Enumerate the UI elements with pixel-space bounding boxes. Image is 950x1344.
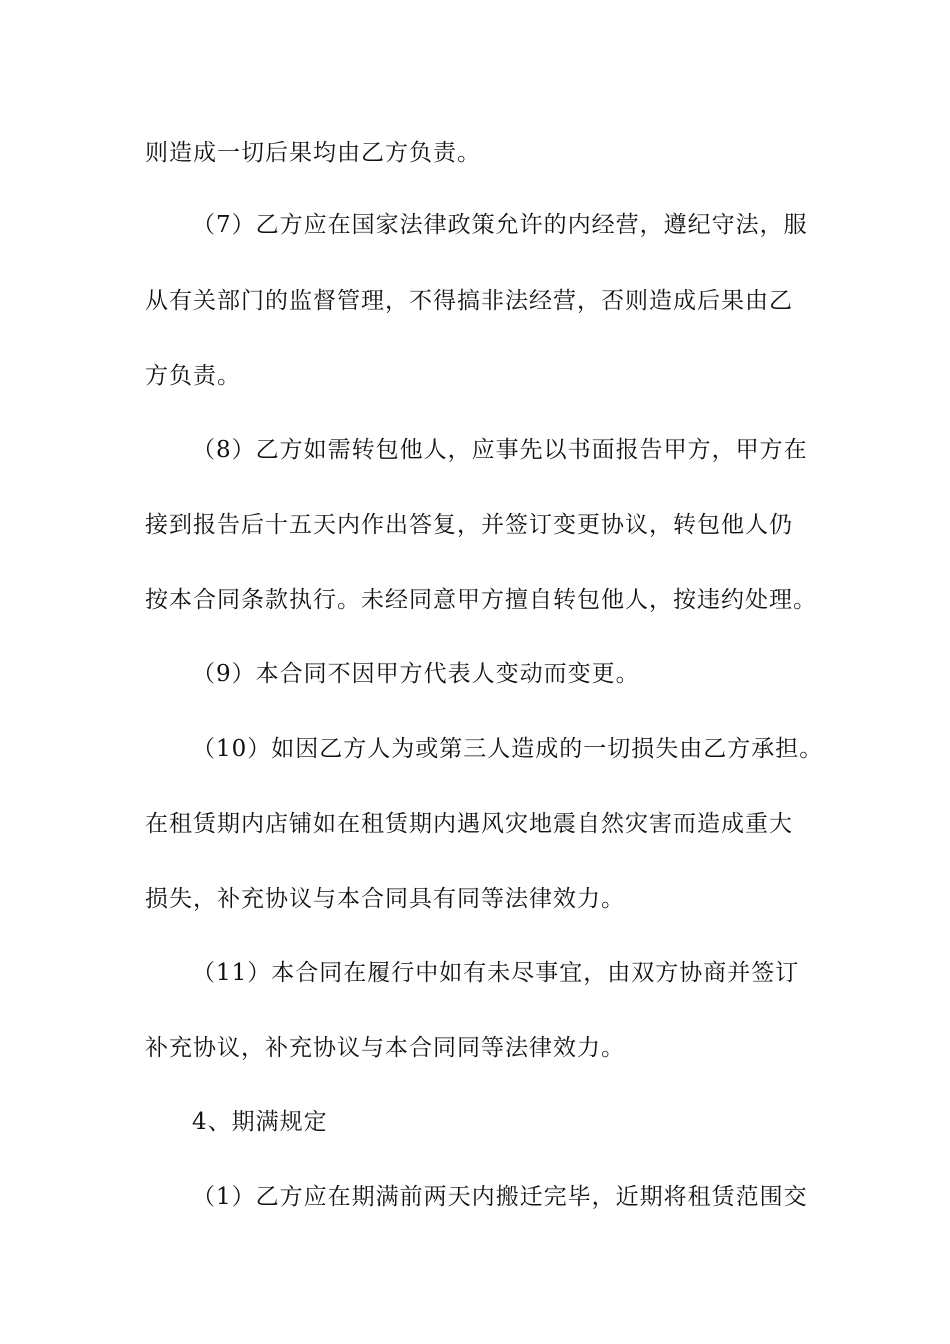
text-line: 方负责。 xyxy=(145,363,241,389)
text-line: （8）乙方如需转包他人，应事先以书面报告甲方，甲方在 xyxy=(192,437,808,463)
section-heading: 4、期满规定 xyxy=(192,1109,328,1135)
text-line: 接到报告后十五天内作出答复，并签订变更协议，转包他人仍 xyxy=(145,512,793,538)
text-line: 补充协议，补充协议与本合同同等法律效力。 xyxy=(145,1035,625,1061)
text-line: 按本合同条款执行。未经同意甲方擅自转包他人，按违约处理。 xyxy=(145,587,817,613)
text-line: 在租赁期内店铺如在租赁期内遇风灾地震自然灾害而造成重大 xyxy=(145,811,793,837)
text-line: 则造成一切后果均由乙方负责。 xyxy=(145,140,481,166)
text-line: （11）本合同在履行中如有未尽事宜，由双方协商并签订 xyxy=(192,960,800,986)
text-line: （9）本合同不因甲方代表人变动而变更。 xyxy=(192,661,640,687)
text-line: （7）乙方应在国家法律政策允许的内经营，遵纪守法，服 xyxy=(192,212,808,238)
text-line: 从有关部门的监督管理，不得搞非法经营，否则造成后果由乙 xyxy=(145,288,793,314)
text-line: （1）乙方应在期满前两天内搬迁完毕，近期将租赁范围交 xyxy=(192,1184,808,1210)
text-line: （10）如因乙方人为或第三人造成的一切损失由乙方承担。 xyxy=(192,736,824,762)
text-line: 损失，补充协议与本合同具有同等法律效力。 xyxy=(145,886,625,912)
